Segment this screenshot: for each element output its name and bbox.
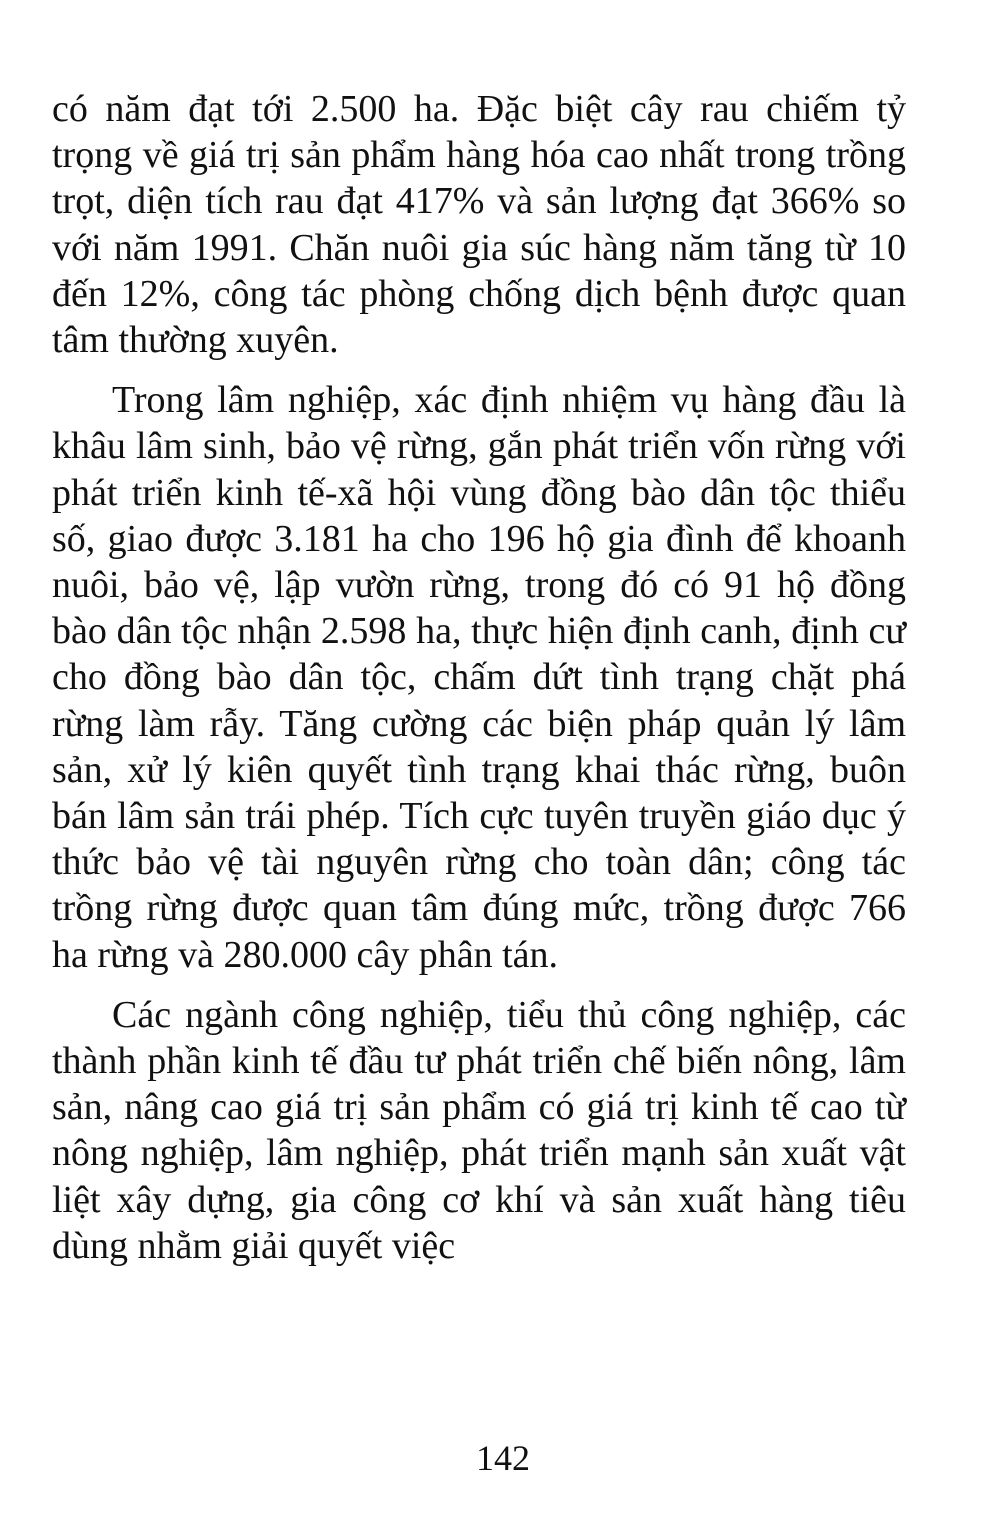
page-number: 142 [476,1438,530,1478]
body-text [52,86,906,1269]
paragraph-1: có năm đạt tới 2.500 ha. Đặc biệt cây rau chiếm tỷ trọng về giá trị sản phẩm hàng hóa cao nhất trong trồng trọt, diện tích rau đạt 417% và sản lượng đạt 366% so với năm 1991. Chăn nuôi gia súc hàng năm tăng từ 10 đến 12%, công tác phòng chống dịch bệnh được quan tâm thường xuyên. [52,88,906,362]
paragraph-3: Các ngành công nghiệp, tiểu thủ công nghiệp, các thành phần kinh tế đầu tư phát triển chế biến nông, lâm sản, nâng cao giá trị sản phẩm có giá trị kinh tế cao từ nông nghiệp, lâm nghiệp, phát triển mạnh sản xuất vật liệt xây dựng, gia công cơ khí và sản xuất hàng tiêu dùng nhằm giải quyết việc [52,993,906,1267]
paragraph-2: Trong lâm nghiệp, xác định nhiệm vụ hàng đầu là khâu lâm sinh, bảo vệ rừng, gắn phát triển vốn rừng với phát triển kinh tế-xã hội vùng đồng bào dân tộc thiểu số, giao được 3.181 ha cho 196 hộ gia đình để khoanh nuôi, bảo vệ, lập vườn rừng, trong đó có 91 hộ đồng bào dân tộc nhận 2.598 ha, thực hiện định canh, định cư cho đồng bào dân tộc, chấm dứt tình trạng chặt phá rừng làm rẫy. Tăng cường các biện pháp quản lý lâm sản, xử lý kiên quyết tình trạng khai thác rừng, buôn bán lâm sản trái phép. Tích cực tuyên truyền giáo dục ý thức bảo vệ tài nguyên rừng cho toàn dân; công tác trồng rừng được quan tâm đúng mức, trồng được 766 ha rừng và 280.000 cây phân tán. [52,379,906,976]
